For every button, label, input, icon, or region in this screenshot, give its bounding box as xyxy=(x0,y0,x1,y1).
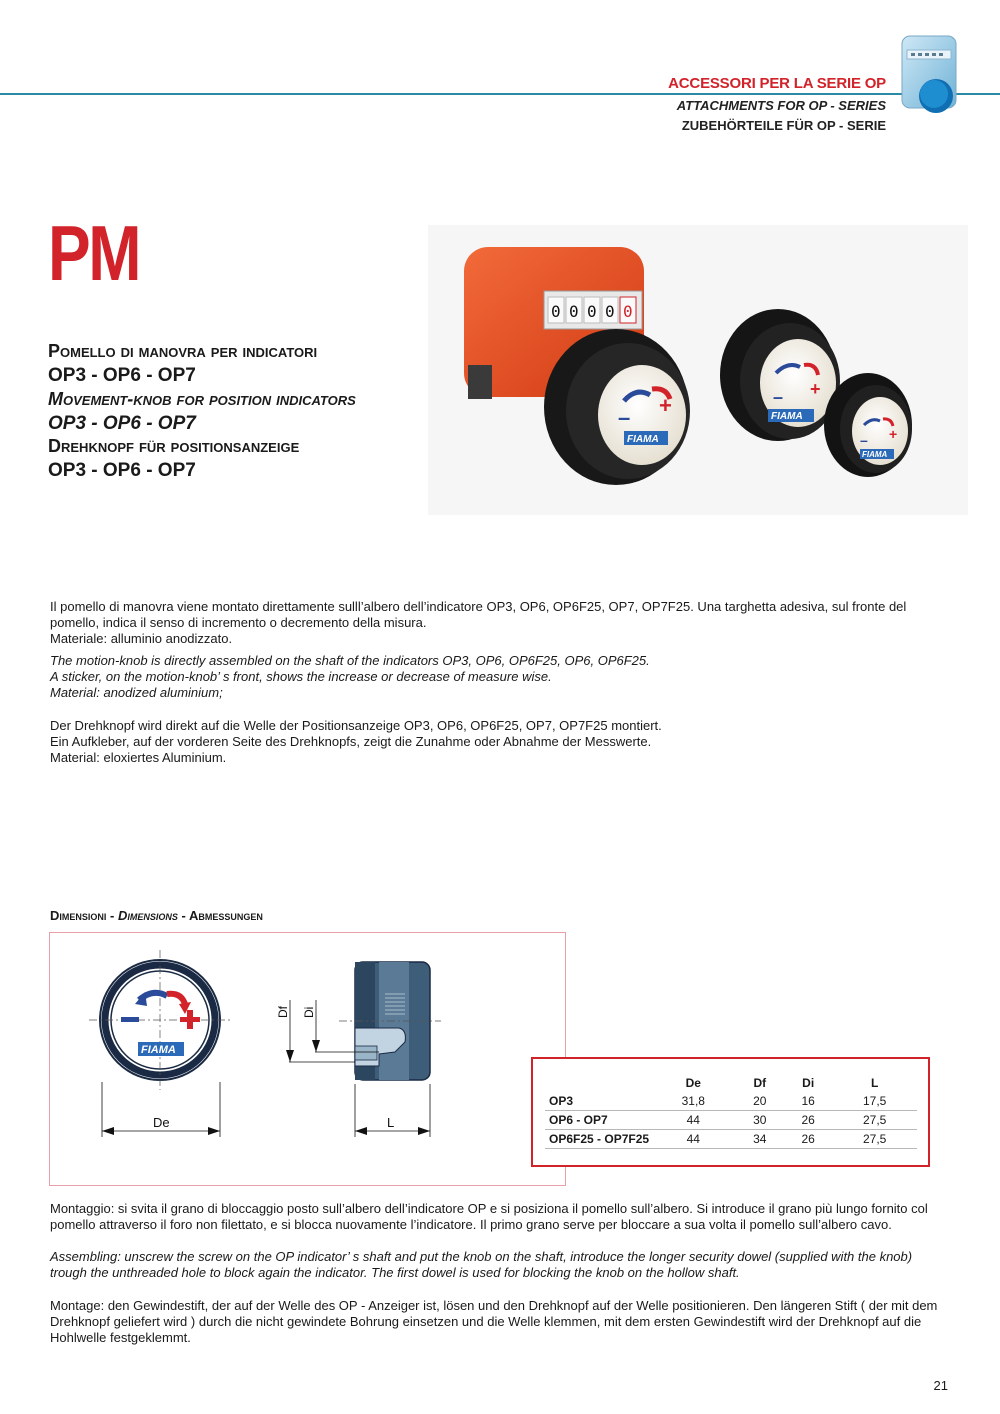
counter-digit: 0 xyxy=(623,302,633,321)
dimensions-heading-en: Dimensions xyxy=(117,908,178,923)
knob-minus-sign: – xyxy=(618,405,631,430)
table-cell: 27,5 xyxy=(832,1130,917,1149)
counter-digit: 0 xyxy=(587,302,597,321)
dimension-label-di: Di xyxy=(302,1006,316,1018)
table-header: L xyxy=(871,1076,879,1090)
table-cell-model: OP6F25 - OP7F25 xyxy=(545,1130,651,1149)
table-row xyxy=(545,1111,917,1130)
table-header: De xyxy=(685,1076,701,1090)
knob-brand-label: FIAMA xyxy=(771,411,803,422)
subtitle-it-models: OP3 - OP6 - OP7 xyxy=(48,365,196,386)
knob-front-view xyxy=(89,950,231,1090)
description-en xyxy=(50,653,952,701)
table-cell: 31,8 xyxy=(651,1092,736,1111)
description-text: Material: eloxiertes Aluminium. xyxy=(50,750,227,765)
technical-drawing xyxy=(49,932,566,1186)
subtitle-en-models: OP3 - OP6 - OP7 xyxy=(48,413,196,434)
heading-separator: - xyxy=(106,908,118,923)
description-text: Der Drehknopf wird direkt auf die Welle der Positionsanzeige OP3, OP6, OP6F25, OP7, OP7F25 montiert. xyxy=(50,718,662,733)
dimensions-table xyxy=(545,1074,917,1149)
subtitle-de: Drehknopf für positionsanzeige xyxy=(48,436,300,456)
drawing-brand-label: FIAMA xyxy=(141,1044,176,1056)
dimensions-heading-de: Abmessungen xyxy=(188,908,263,923)
table-row xyxy=(545,1130,917,1149)
assembly-text: Montaggio: si svita il grano di bloccaggio posto sull’albero dell’indicatore OP e si posiziona il pomello sull’albero. Si introduce il grano più lungo fornito col pomello attraverso il foro non filettato, e si blocca nuovamente l’indicatore. Il primo grano serve per bloccare a sua volta il pomello sull’albero cavo. xyxy=(50,1201,928,1232)
knob-brand-label: FIAMA xyxy=(862,450,888,459)
dimension-label-df: Df xyxy=(276,1006,290,1018)
description-de xyxy=(50,718,952,766)
table-cell: 44 xyxy=(651,1130,736,1149)
knob-face xyxy=(598,365,686,465)
table-header: Di xyxy=(802,1076,815,1090)
table-cell: 34 xyxy=(736,1130,784,1149)
description-text: Materiale: alluminio anodizzato. xyxy=(50,631,233,646)
description-text: Material: anodized aluminium; xyxy=(50,685,223,700)
assembly-text: Montage: den Gewindestift, der auf der Welle des OP - Anzeiger ist, lösen und den Drehknopf auf der Welle positionieren. Den längeren Stift ( der mit dem Drehknopf geliefert wird ) durch die nicht gewindete Bohrung einsetzen und die Welle klemmen, mit dem ersten Gewindestift wird der Drehknopf auf die Hohlwelle festgeklemmt. xyxy=(50,1298,938,1345)
table-header-row xyxy=(545,1074,917,1092)
knob-plus-sign: + xyxy=(659,393,672,418)
table-cell-model: OP6 - OP7 xyxy=(545,1111,651,1130)
svg-text:+: + xyxy=(889,426,898,442)
product-photo xyxy=(428,225,968,515)
svg-text:–: – xyxy=(860,432,868,448)
counter-digit: 0 xyxy=(605,302,615,321)
dimensions-heading-it: Dimensioni xyxy=(50,908,107,923)
assembly-de xyxy=(50,1298,952,1346)
header-title-de: ZUBEHÖRTEILE FÜR OP - SERIE xyxy=(681,118,886,133)
table-cell: 20 xyxy=(736,1092,784,1111)
table-cell: 26 xyxy=(784,1111,832,1130)
assembly-it xyxy=(50,1201,952,1233)
page-number: 21 xyxy=(933,1378,948,1393)
table-header: Df xyxy=(753,1076,767,1090)
table-cell: 27,5 xyxy=(832,1111,917,1130)
description-text: Il pomello di manovra viene montato direttamente sulll’albero dell’indicatore OP3, OP6, OP6F25, OP7, OP7F25. Una targhetta adesiva, sul fronte del pomello, indica il senso di incremento o decremento della misura. xyxy=(50,599,907,630)
heading-separator: - xyxy=(177,908,189,923)
table-row xyxy=(545,1092,917,1111)
header-title-it: ACCESSORI PER LA SERIE OP xyxy=(668,75,886,92)
table-cell: 17,5 xyxy=(832,1092,917,1111)
table-cell: 30 xyxy=(736,1111,784,1130)
subtitle-it: Pomello di manovra per indicatori xyxy=(48,341,318,361)
dimensions-heading xyxy=(50,908,263,923)
table-cell-model: OP3 xyxy=(545,1092,651,1111)
subtitle-de-models: OP3 - OP6 - OP7 xyxy=(48,460,196,481)
counter-digit: 0 xyxy=(569,302,579,321)
counter-digit: 0 xyxy=(551,302,561,321)
assembly-text: Assembling: unscrew the screw on the OP indicator’ s shaft and put the knob on the shaft, introduce the longer security dowel (supplied with the knob) trough the unthreaded hole to block again the indicator. The first dowel is used for blocking the knob on the hollow shaft. xyxy=(50,1249,913,1280)
description-text: A sticker, on the motion-knob’ s front, shows the increase or decrease of measure wise. xyxy=(50,669,552,684)
header-rule xyxy=(0,93,1000,95)
counter-display xyxy=(548,297,636,323)
indicator-thumbnail-image xyxy=(898,34,960,114)
assembly-en xyxy=(50,1249,952,1281)
header-title-en: ATTACHMENTS FOR OP - SERIES xyxy=(676,98,886,113)
description-text: Ein Aufkleber, auf der vorderen Seite des Drehknopfs, zeigt die Zunahme oder Abnahme der Messwerte. xyxy=(50,734,652,749)
svg-text:+: + xyxy=(810,379,821,399)
dimension-label-l: L xyxy=(387,1115,395,1130)
subtitle-en: Movement-knob for position indicators xyxy=(48,389,356,409)
product-code-title: PM xyxy=(48,209,140,297)
table-header-blank xyxy=(545,1074,651,1092)
svg-text:–: – xyxy=(773,387,784,407)
description-it xyxy=(50,599,952,647)
dimension-label-de: De xyxy=(153,1115,170,1130)
table-cell: 26 xyxy=(784,1130,832,1149)
knob-brand-label: FIAMA xyxy=(627,434,659,445)
table-cell: 44 xyxy=(651,1111,736,1130)
description-text: The motion-knob is directly assembled on the shaft of the indicators OP3, OP6, OP6F25, OP6, OP6F25. xyxy=(50,653,650,668)
table-cell: 16 xyxy=(784,1092,832,1111)
